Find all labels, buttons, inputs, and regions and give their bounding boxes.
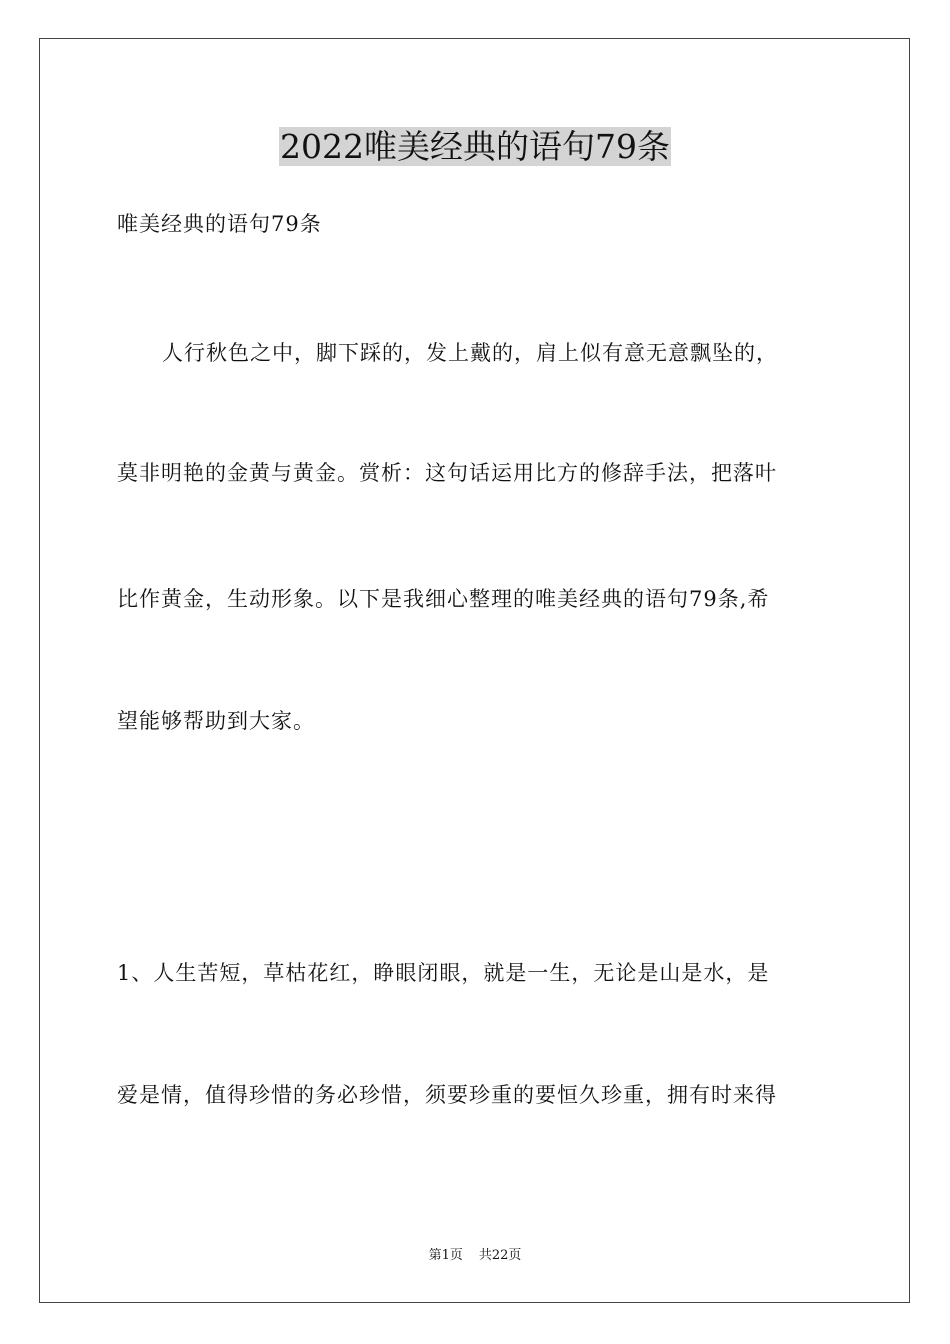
paragraph-line: 望能够帮助到大家。: [117, 709, 315, 733]
paragraph-line: 莫非明艳的金黄与黄金。赏析：这句话运用比方的修辞手法，把落叶: [117, 461, 777, 485]
paragraph-line: 比作黄金，生动形象。以下是我细心整理的唯美经典的语句79条,希: [117, 587, 770, 611]
page-footer: [0, 1247, 950, 1265]
paragraph-line: 人行秋色之中，脚下踩的，发上戴的，肩上似有意无意飘坠的，: [162, 341, 778, 365]
list-item-line: 1、人生苦短，草枯花红，睁眼闭眼，就是一生，无论是山是水，是: [117, 961, 770, 985]
list-item-line: 爱是情，值得珍惜的务必珍惜，须要珍重的要恒久珍重，拥有时来得: [117, 1083, 777, 1107]
page-number: 第1页: [428, 1248, 463, 1263]
page-total: 共22页: [478, 1248, 522, 1263]
document-title-text: 2022唯美经典的语句79条: [280, 127, 670, 166]
subtitle-line: 唯美经典的语句79条: [117, 212, 322, 236]
document-title: [0, 124, 950, 170]
